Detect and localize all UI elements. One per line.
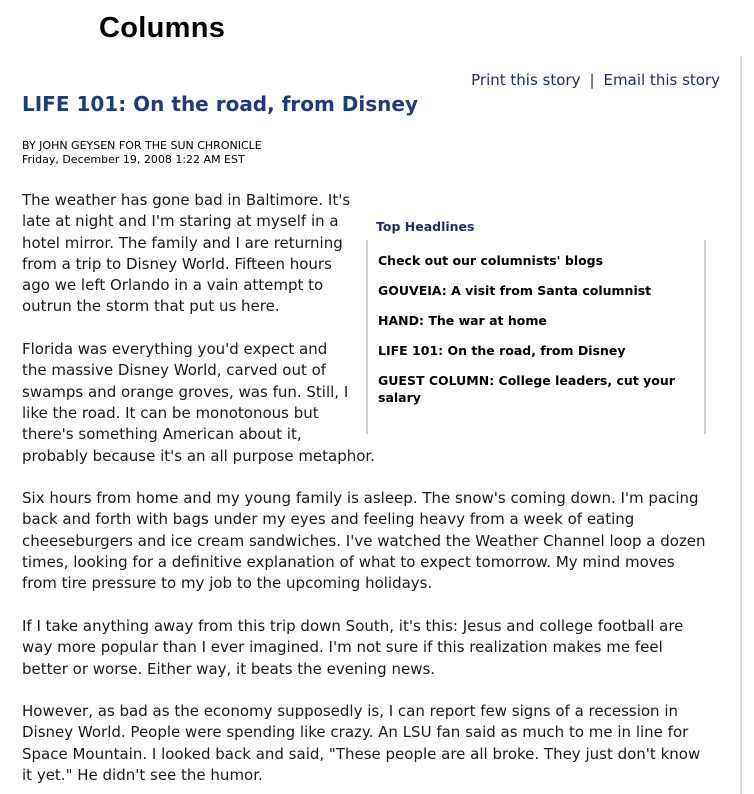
email-story-link[interactable]: Email this story <box>603 71 720 89</box>
page-right-border <box>740 56 742 794</box>
headline-list-item <box>378 252 694 269</box>
article-paragraph: Six hours from home and my young family is asleep. The snow's coming down. I'm pacing back and forth with bags under my eyes and feeling heavy from a week of eating cheeseburgers and ice cream sandwiches. I've watched the Weather Channel loop a dozen times, looking for a definitive explanation of what to expect tomorrow. My mind moves from tire pressure to my job to the upcoming holidays. <box>22 489 706 593</box>
article-body <box>22 190 710 794</box>
headline-link-life-101[interactable]: LIFE 101: On the road, from Disney <box>378 343 626 358</box>
headline-list-item <box>378 282 694 299</box>
story-byline-block <box>22 139 262 167</box>
article-paragraph: The weather has gone bad in Baltimore. It's late at night and I'm staring at myself in a hotel mirror. The family and I are returning from a trip to Disney World. Fifteen hours ago we left Orlando in a vain attempt to outrun the storm that put us here. <box>22 191 351 316</box>
headline-list-item <box>378 312 694 329</box>
print-story-link[interactable]: Print this story <box>471 71 581 89</box>
story-byline: BY JOHN GEYSEN FOR THE SUN CHRONICLE <box>22 139 262 152</box>
story-headline: LIFE 101: On the road, from Disney <box>22 92 418 116</box>
headline-link-guest-column[interactable]: GUEST COLUMN: College leaders, cut your salary <box>378 373 675 405</box>
top-headlines-sidebar <box>366 190 710 436</box>
headline-list-item <box>378 342 694 359</box>
story-date: Friday, December 19, 2008 1:22 AM EST <box>22 153 245 166</box>
section-title: Columns <box>99 12 226 44</box>
headline-link-hand[interactable]: HAND: The war at home <box>378 313 547 328</box>
story-tools <box>471 71 720 89</box>
tools-separator: | <box>589 71 595 89</box>
headline-link-columnists-blogs[interactable]: Check out our columnists' blogs <box>378 253 604 268</box>
article-paragraph: If I take anything away from this trip down South, it's this: Jesus and college football are way more popular than I ever imagined. I'm not sure if this realization makes me feel better or worse. Either way, it beats the evening news. <box>22 616 684 678</box>
top-headlines-box <box>366 240 706 434</box>
headline-list-item <box>378 372 694 406</box>
top-headlines-title: Top Headlines <box>376 219 475 234</box>
top-headlines-list <box>368 240 704 406</box>
article-paragraph: Florida was everything you'd expect and the massive Disney World, carved out of swamps and orange groves, was fun. Still, I like the road. It can be monotonous but there's something American about it, probably because it's an all purpose metaphor. <box>22 340 375 465</box>
headline-link-gouveia[interactable]: GOUVEIA: A visit from Santa columnist <box>378 283 652 298</box>
article-paragraph: However, as bad as the economy supposedly is, I can report few signs of a recession in Disney World. People were spending like crazy. An LSU fan said as much to me in line for Space Mountain. I looked back and said, "These people are all broke. They just don't know it yet." He didn't see the humor. <box>22 702 701 785</box>
